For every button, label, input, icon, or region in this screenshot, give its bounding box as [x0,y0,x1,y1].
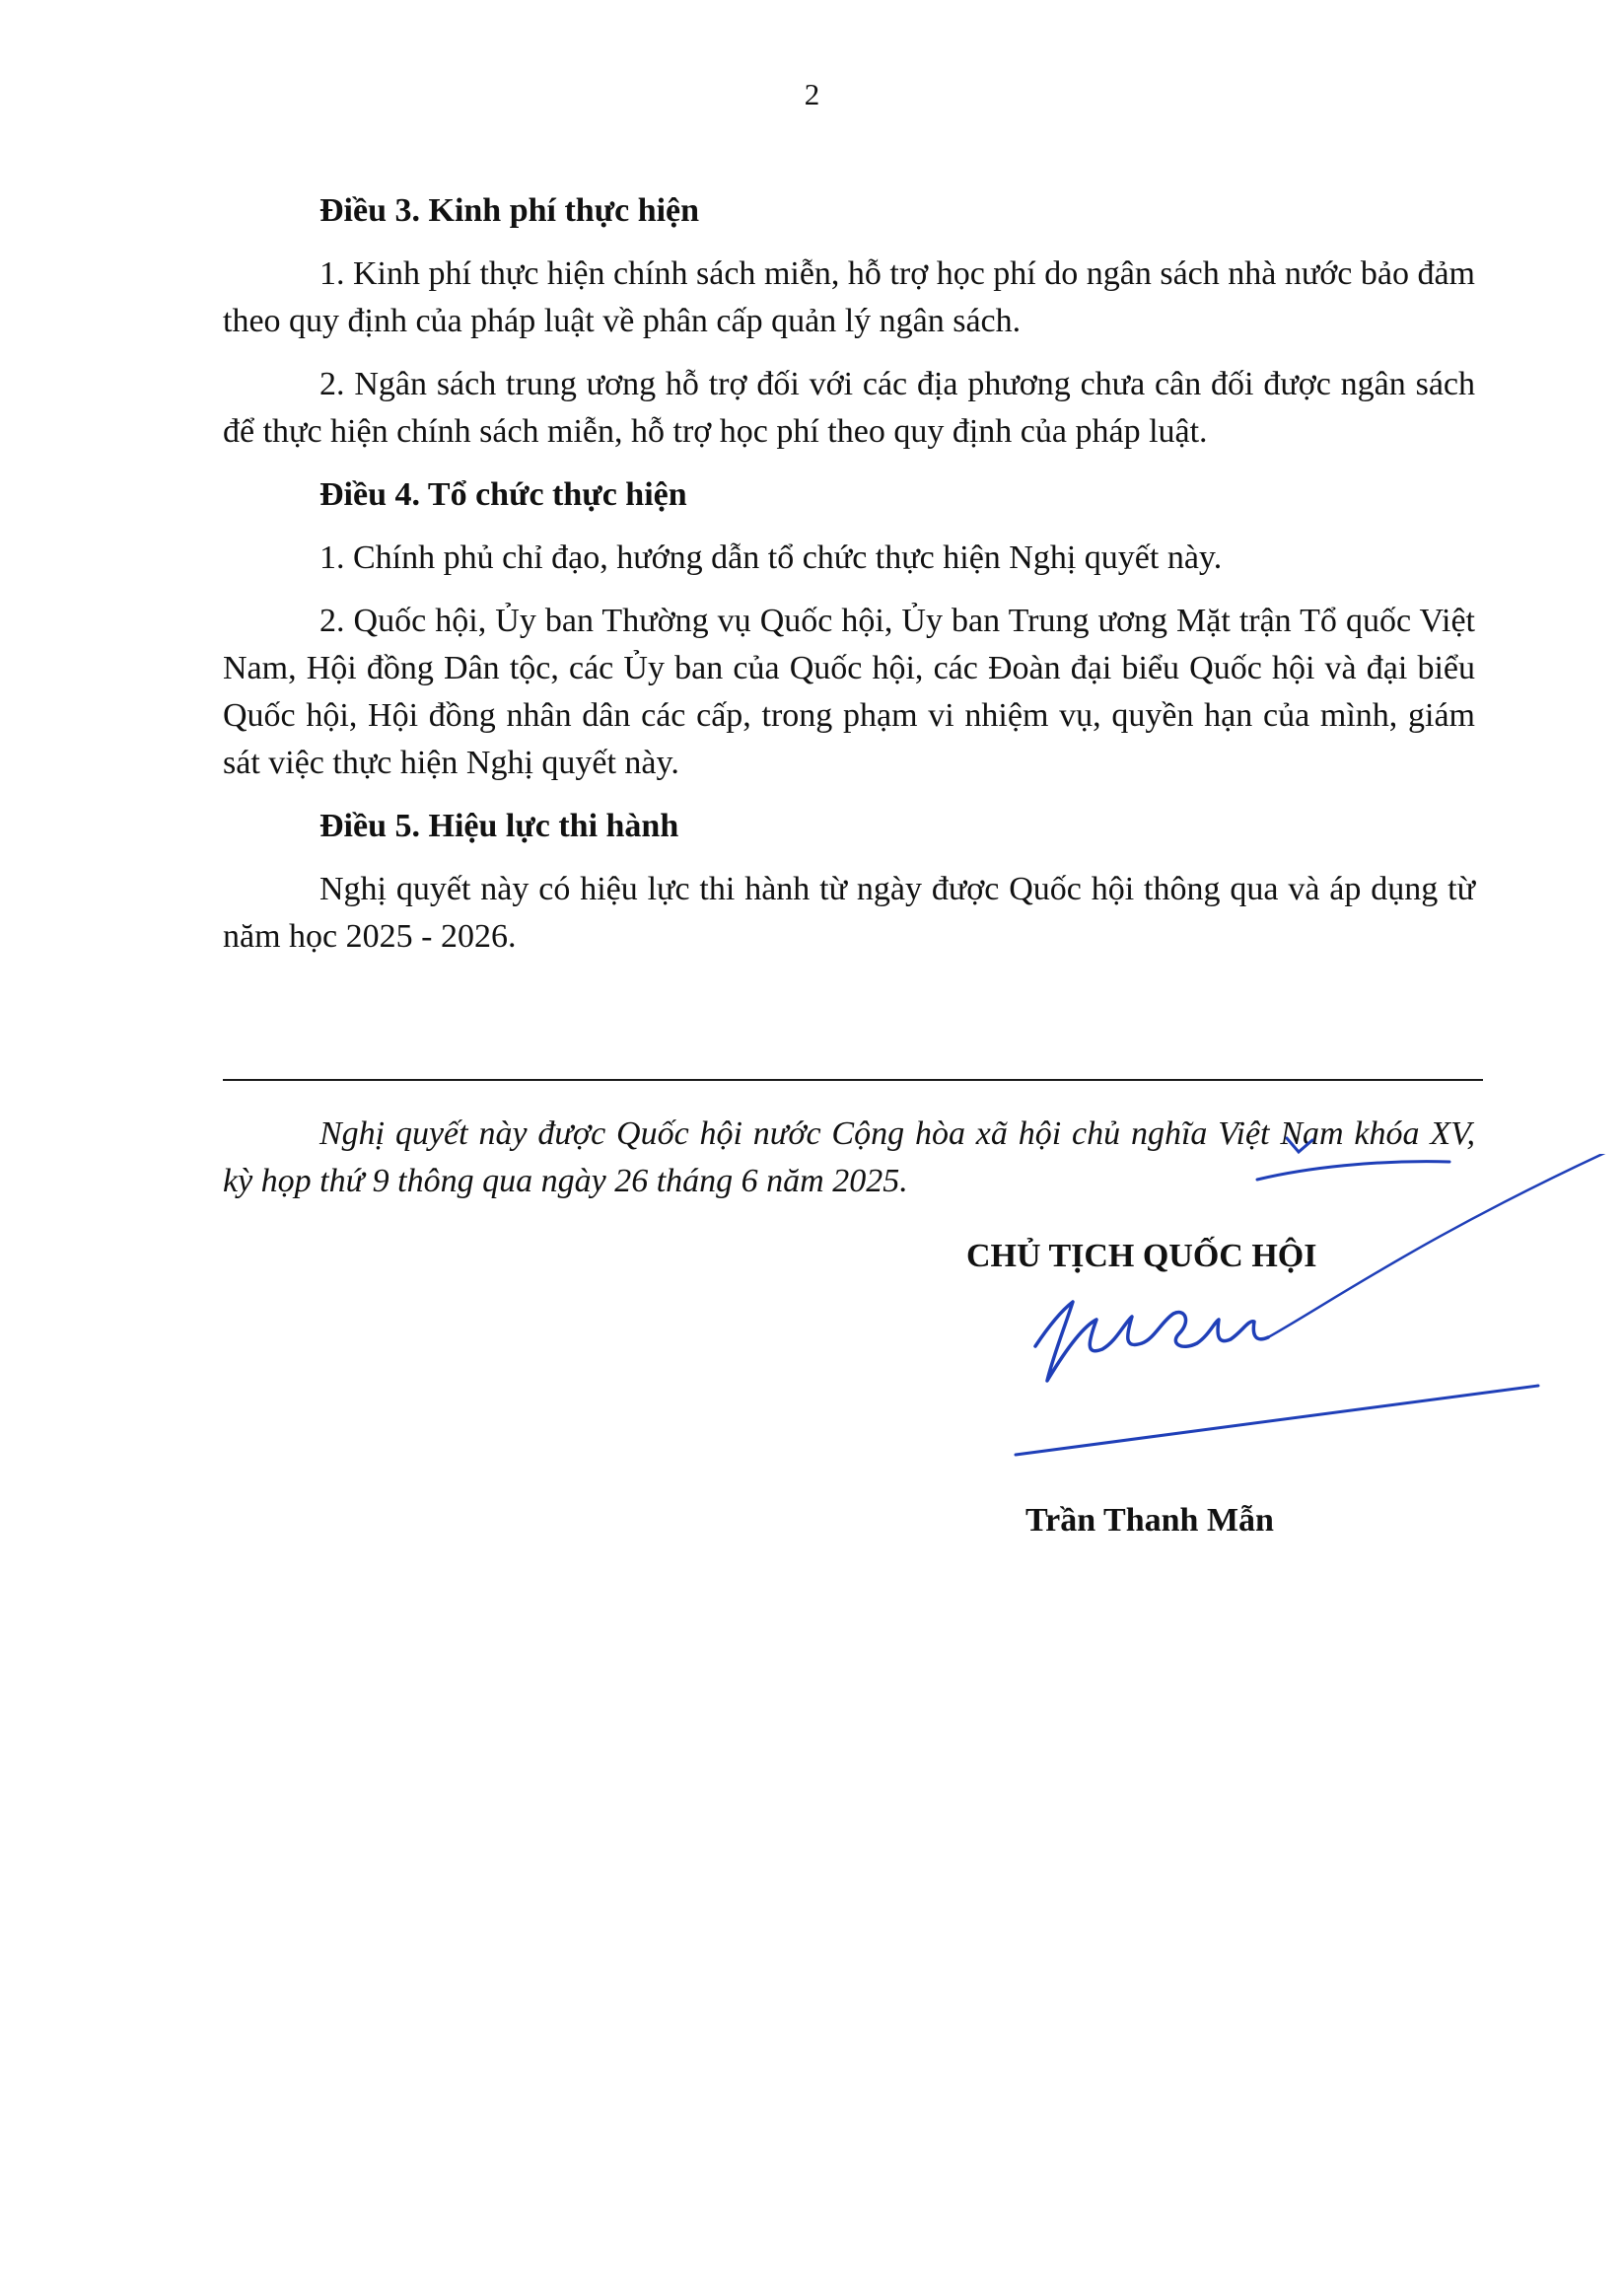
article-4-paragraph-1: 1. Chính phủ chỉ đạo, hướng dẫn tổ chức thực hiện Nghị quyết này. [319,539,1223,576]
document-body [223,187,1475,976]
article-3-heading: Điều 3. Kinh phí thực hiện [319,192,700,229]
article-5-paragraph-1: Nghị quyết này có hiệu lực thi hành từ ngày được Quốc hội thông qua và áp dụng từ năm học 2025 - 2026. [223,871,1475,955]
article-3-paragraph-1: 1. Kinh phí thực hiện chính sách miễn, hỗ trợ học phí do ngân sách nhà nước bảo đảm theo quy định của pháp luật về phân cấp quản lý ngân sách. [223,255,1475,339]
signer-title: CHỦ TỊCH QUỐC HỘI [966,1238,1317,1274]
divider-line [223,1079,1483,1081]
page-number: 2 [804,77,820,111]
article-3-paragraph-2: 2. Ngân sách trung ương hỗ trợ đối với các địa phương chưa cân đối được ngân sách để thực hiện chính sách miễn, hỗ trợ học phí theo quy định của pháp luật. [223,366,1475,450]
adoption-note: Nghị quyết này được Quốc hội nước Cộng hòa xã hội chủ nghĩa Việt Nam khóa XV, kỳ họp thứ 9 thông qua ngày 26 tháng 6 năm 2025. [223,1115,1475,1199]
article-4-heading: Điều 4. Tổ chức thực hiện [319,476,687,513]
article-4-paragraph-2: 2. Quốc hội, Ủy ban Thường vụ Quốc hội, Ủy ban Trung ương Mặt trận Tổ quốc Việt Nam, Hội đồng Dân tộc, các Ủy ban của Quốc hội, các Đoàn đại biểu Quốc hội và đại biểu Quốc hội, Hội đồng nhân dân các cấp, trong phạm vi nhiệm vụ, quyền hạn của mình, giám sát việc thực hiện Nghị quyết này. [223,603,1475,781]
signer-name: Trần Thanh Mẫn [1025,1502,1274,1539]
article-5-heading: Điều 5. Hiệu lực thi hành [319,808,679,844]
signature-image [1006,1154,1624,1479]
